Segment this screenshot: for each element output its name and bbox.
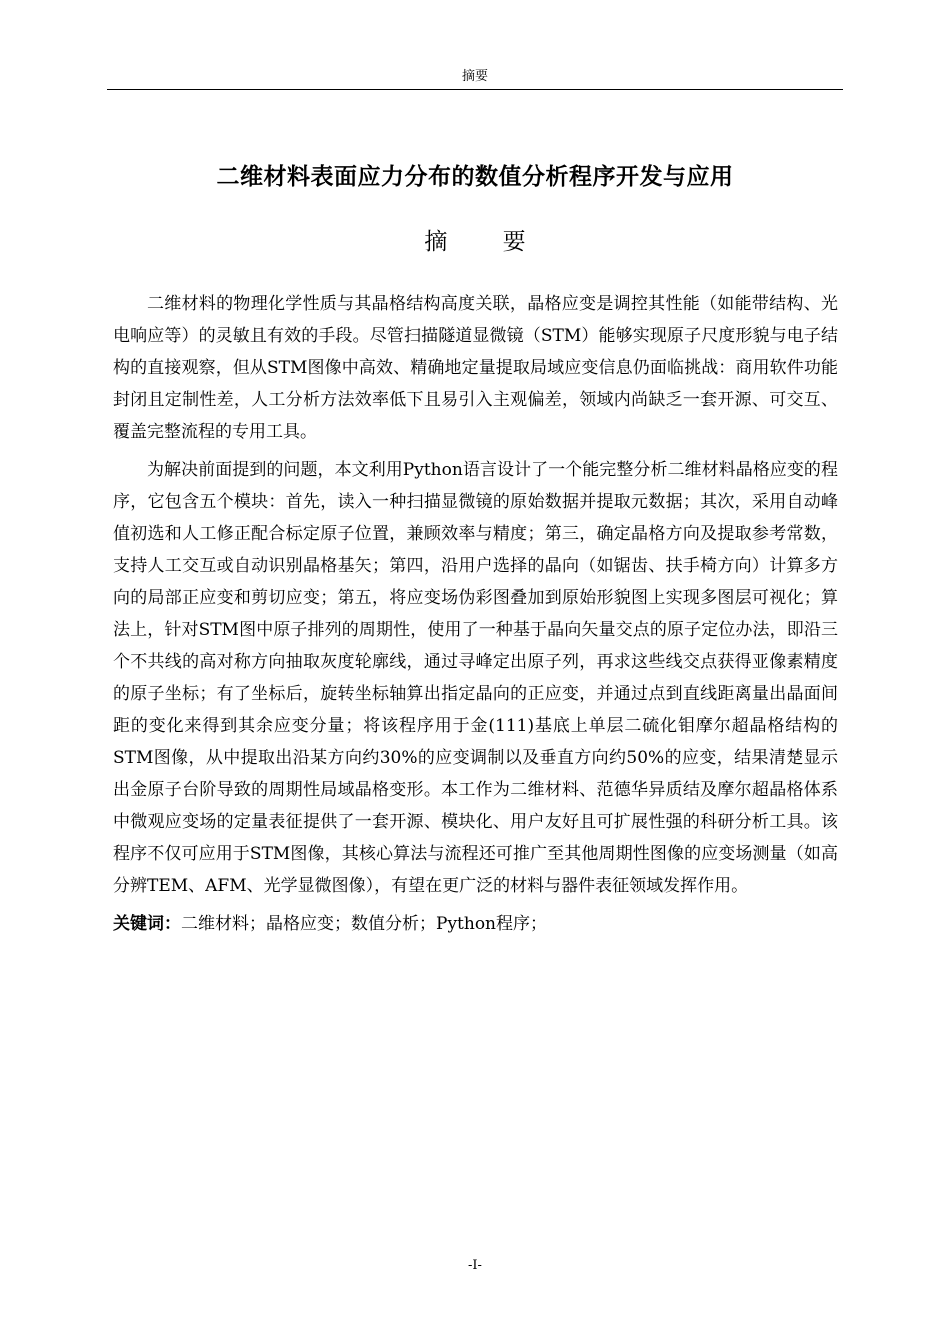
abstract-body — [113, 288, 838, 940]
section-heading: 摘 要 — [424, 229, 550, 255]
keywords-line — [113, 908, 838, 940]
page-number: -I- — [468, 1258, 482, 1273]
keywords-label: 关键词： — [113, 914, 181, 934]
running-header: 摘要 — [461, 69, 488, 84]
keywords-text: 二维材料；晶格应变；数值分析；Python程序； — [181, 914, 548, 934]
header-rule — [107, 89, 843, 90]
abstract-paragraph-2: 为解决前面提到的问题，本文利用Python语言设计了一个能完整分析二维材料晶格应变的程序，它包含五个模块：首先，读入一种扫描显微镜的原始数据并提取元数据；其次，采用自动峰值初选和人工修正配合标定原子位置，兼顾效率与精度；第三，确定晶格方向及提取参考常数，支持人工交互或自动识别晶格基矢；第四，沿用户选择的晶向（如锯齿、扶手椅方向）计算多方向的局部正应变和剪切应变；第五，将应变场伪彩图叠加到原始形貌图上实现多图层可视化；算法上，针对STM图中原子排列的周期性，使用了一种基于晶向矢量交点的原子定位办法，即沿三个不共线的高对称方向抽取灰度轮廓线，通过寻峰定出原子列，再求这些线交点获得亚像素精度的原子坐标；有了坐标后，旋转坐标轴算出指定晶向的正应变，并通过点到直线距离量出晶面间距的变化来得到其余应变分量；将该程序用于金(111)基底上单层二硫化钼摩尔超晶格结构的STM图像，从中提取出沿某方向约30%的应变调制以及垂直方向约50%的应变，结果清楚显示出金原子台阶导致的周期性局域晶格变形。本工作为二维材料、范德华异质结及摩尔超晶格体系中微观应变场的定量表征提供了一套开源、模块化、用户友好且可扩展性强的科研分析工具。该程序不仅可应用于STM图像，其核心算法与流程还可推广至其他周期性图像的应变场测量（如高分辨TEM、AFM、光学显微图像），有望在更广泛的材料与器件表征领域发挥作用。 — [113, 460, 838, 896]
abstract-paragraph-1: 二维材料的物理化学性质与其晶格结构高度关联，晶格应变是调控其性能（如能带结构、光电响应等）的灵敏且有效的手段。尽管扫描隧道显微镜（STM）能够实现原子尺度形貌与电子结构的直接观察，但从STM图像中高效、精确地定量提取局域应变信息仍面临挑战：商用软件功能封闭且定制性差，人工分析方法效率低下且易引入主观偏差，领域内尚缺乏一套开源、可交互、覆盖完整流程的专用工具。 — [113, 294, 838, 442]
paper-title: 二维材料表面应力分布的数值分析程序开发与应用 — [216, 164, 734, 190]
